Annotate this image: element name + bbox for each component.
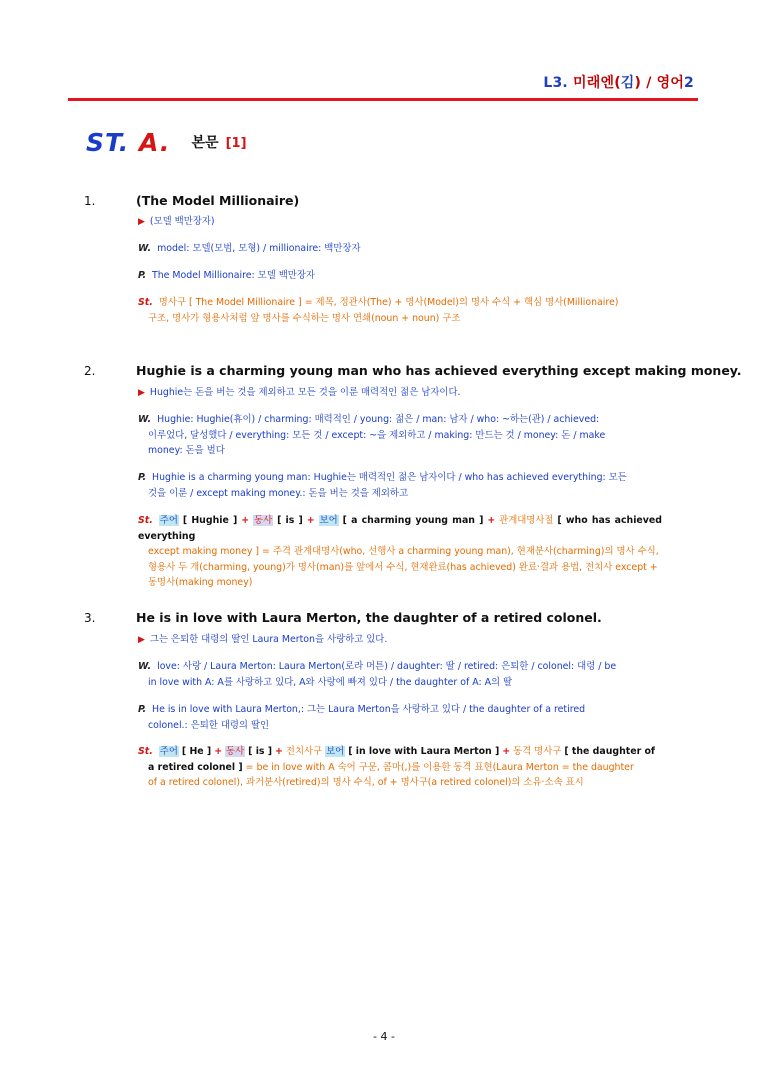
appositive-value: [ the daughter of — [564, 746, 655, 757]
word-notes — [138, 241, 662, 257]
triangle-bullet-icon: ▶ — [138, 388, 145, 398]
structure-line-3: of a retired colonel), 과거분사(retired)의 명사 수식, of + 명사구(a retired colonel)의 소유·소속 표시 — [148, 777, 584, 788]
translation-text: Hughie는 돈을 버는 것을 제외하고 모든 것을 이룬 매력적인 젊은 남자이다. — [149, 387, 461, 398]
st-tag: St. — [138, 746, 153, 757]
korean-translation — [138, 632, 662, 649]
st-tag: St. — [138, 297, 153, 308]
page-header-title — [543, 72, 694, 92]
prep-phrase-label: 전치사구 — [285, 746, 323, 757]
structure-notes — [138, 295, 662, 326]
st-tag: St. — [138, 515, 153, 526]
relative-clause-value: [ who has achieved everything — [138, 515, 662, 542]
word-notes-text: model: 모델(모범, 모형) / millionaire: 백만장자 — [157, 243, 361, 254]
item-number: 1. — [84, 194, 96, 208]
phrase-line-1: Hughie is a charming young man: Hughie는 매력적인 젊은 남자이다 / who has achieved everything: 모든 — [152, 472, 627, 483]
header-divider — [68, 98, 698, 101]
w-tag: W. — [138, 243, 152, 254]
translation-text: (모델 백만장자) — [149, 216, 215, 227]
item-number: 2. — [84, 364, 96, 378]
structure-line-1: 명사구 [ The Model Millionaire ] = 제목, 정관사(The) + 명사(Model)의 명사 수식 + 핵심 명사(Millionaire) — [158, 297, 619, 308]
section-heading — [86, 128, 247, 157]
section-mark-st: ST. — [86, 128, 130, 157]
word-line-2: 이루었다, 달성했다 / everything: 모든 것 / except: ~을 제외하고 / making: 만드는 것 / money: 돈 / make — [148, 429, 606, 441]
word-line-3: money: 돈을 벌다 — [148, 445, 225, 456]
structure-line-2 — [138, 760, 662, 776]
verb-badge: 동사 — [226, 746, 245, 757]
section-mark — [86, 128, 170, 157]
structure-notes: St. 주어 [ Hughie ] + 동사 [ is ] + 보어 [ a charming young man ] + 관계대명사절 [ who has achieved everything except making money ] = 주격 관계대명사(who, 선행사 a charming young man), 현재분사(charming)의 명사 수식, 형용사 두 개(charming, young)가 명사(man)를 앞에서 수식, 현재완료(has achieved) 완료·결과 용법, 전치사 except + 동명사(making money) — [138, 513, 662, 591]
p-tag: P. — [138, 270, 147, 281]
item-number: 3. — [84, 611, 96, 625]
p-tag: P. — [138, 704, 147, 715]
structure-line-2: except making money ] = 주격 관계대명사(who, 선행사 a charming young man), 현재분사(charming)의 명사 수식, — [148, 546, 659, 557]
phrase-notes — [138, 268, 662, 284]
word-notes — [138, 659, 662, 690]
word-line-1: Hughie: Hughie(휴이) / charming: 매력적인 / young: 젊은 / man: 남자 / who: ~하는(관) / achieved: — [157, 414, 600, 425]
section-mark-a: A. — [139, 128, 171, 157]
textbook-name: 미래엔 — [573, 75, 615, 91]
korean-translation — [138, 214, 662, 231]
phrase-notes-text: The Model Millionaire: 모델 백만장자 — [152, 270, 315, 281]
triangle-bullet-icon: ▶ — [138, 635, 145, 645]
subject-badge: 주어 — [159, 515, 178, 526]
complement-badge: 보어 — [319, 515, 338, 526]
verb-value: [ is ] — [277, 515, 303, 526]
subject-level: 2 — [684, 75, 694, 91]
subject-value: [ He ] — [181, 746, 212, 757]
structure-line-4: 동명사(making money) — [148, 577, 253, 588]
section-number: [1] — [225, 136, 247, 151]
appositive-value-cont: a retired colonel ] — [148, 761, 243, 773]
verb-badge: 동사 — [254, 515, 273, 526]
p-tag: P. — [138, 472, 147, 483]
phrase-line-2: colonel.: 은퇴한 대령의 딸인 — [148, 719, 270, 731]
korean-translation — [138, 385, 662, 402]
structure-notes: St. 주어 [ He ] + 동사 [ is ] + 전치사구 보어 [ in love with Laura Merton ] + 동격 명사구 [ the daughter of a retired colonel ] = be in love with A 숙어 구문, 콤마(,)를 이용한 동격 표현(Laura Merton = the daughter of a retired colonel), 과거분사(retired)의 명사 수식, of + 명사구(a retired colonel)의 소유·소속 표시 — [138, 744, 662, 791]
english-sentence: (The Model Millionaire) — [136, 193, 300, 208]
translation-text: 그는 은퇴한 대령의 딸인 Laura Merton을 사랑하고 있다. — [149, 634, 388, 645]
subject-value: [ Hughie ] — [182, 515, 238, 526]
word-notes — [138, 412, 662, 459]
w-tag: W. — [138, 661, 152, 672]
section-label: 본문 — [191, 135, 219, 151]
appositive-label: 동격 명사구 — [513, 746, 562, 757]
lesson-code: L3. — [543, 75, 568, 91]
author-name: 김 — [620, 75, 635, 91]
english-sentence: Hughie is a charming young man who has achieved everything except making money. — [136, 363, 742, 378]
relative-clause-label: 관계대명사절 — [499, 515, 554, 526]
word-line-2: in love with A: A를 사랑하고 있다, A와 사랑에 빠져 있다 / the daughter of A: A의 딸 — [148, 676, 513, 688]
phrase-notes — [138, 470, 662, 501]
triangle-bullet-icon: ▶ — [138, 217, 145, 227]
complement-value: [ in love with Laura Merton ] — [348, 746, 500, 757]
page-number: - 4 - — [373, 1030, 395, 1043]
phrase-line-1: He is in love with Laura Merton,: 그는 Laura Merton을 사랑하고 있다 / the daughter of a retired — [152, 704, 586, 715]
subject-name: ) / 영어 — [634, 75, 685, 91]
complement-value: [ a charming young man ] — [342, 515, 484, 526]
structure-line-2-text: = be in love with A 숙어 구문, 콤마(,)를 이용한 동격 표현(Laura Merton = the daughter — [245, 761, 634, 773]
structure-line-3: 형용사 두 개(charming, young)가 명사(man)를 앞에서 수식, 현재완료(has achieved) 완료·결과 용법, 전치사 except + — [148, 561, 658, 573]
phrase-notes — [138, 702, 662, 733]
phrase-line-2: 것을 이룬 / except making money.: 돈을 버는 것을 제외하고 — [148, 487, 409, 499]
word-line-1: love: 사랑 / Laura Merton: Laura Merton(로라 머튼) / daughter: 딸 / retired: 은퇴한 / colonel: 대령 / be — [157, 661, 617, 672]
w-tag: W. — [138, 414, 152, 425]
verb-value: [ is ] — [248, 746, 273, 757]
subject-badge: 주어 — [159, 746, 178, 757]
complement-badge: 보어 — [326, 746, 345, 757]
english-sentence: He is in love with Laura Merton, the daughter of a retired colonel. — [136, 610, 602, 625]
paren-open: ( — [614, 75, 621, 91]
structure-line-2: 구조, 명사가 형용사처럼 앞 명사를 수식하는 명사 연쇄(noun + noun) 구조 — [148, 312, 461, 324]
